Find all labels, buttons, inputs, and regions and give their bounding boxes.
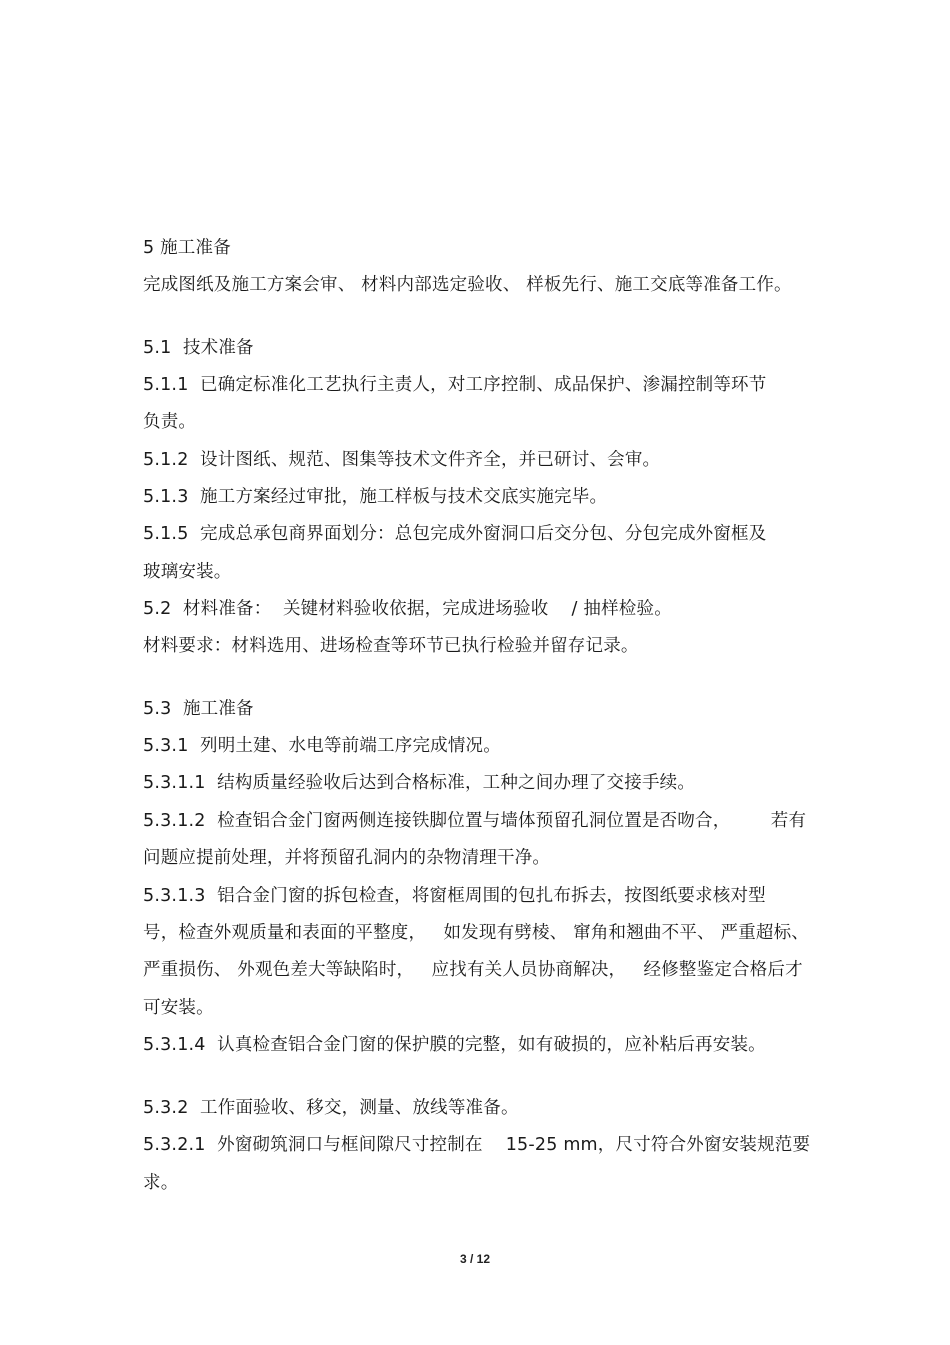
- paragraph-line: 完成图纸及施工方案会审、 材料内部选定验收、 样板先行、施工交底等准备工作。: [143, 275, 792, 295]
- section-heading-5-2: 5.2 材料准备： 关键材料验收依据，完成进场验收 / 抽样检验。: [143, 599, 672, 619]
- paragraph-line: 5.1.1 已确定标准化工艺执行主责人，对工序控制、成品保护、渗漏控制等环节: [143, 375, 767, 395]
- section-heading-5-3: 5.3 施工准备: [143, 699, 254, 719]
- section-heading-5-1: 5.1 技术准备: [143, 338, 254, 358]
- paragraph-line: 5.3.1.4 认真检查铝合金门窗的保护膜的完整，如有破损的，应补粘后再安装。: [143, 1035, 766, 1055]
- paragraph-line: 号，检查外观质量和表面的平整度， 如发现有劈棱、 窜角和翘曲不平、 严重超标、: [143, 923, 810, 943]
- paragraph-line: 5.1.5 完成总承包商界面划分：总包完成外窗洞口后交分包、分包完成外窗框及: [143, 524, 767, 544]
- paragraph-line: 5.3.1.3 铝合金门窗的拆包检查，将窗框周围的包扎布拆去，按图纸要求核对型: [143, 886, 766, 906]
- subsection-heading-5-3-2: 5.3.2 工作面验收、移交，测量、放线等准备。: [143, 1098, 519, 1118]
- paragraph-line: 材料要求：材料选用、进场检查等环节已执行检验并留存记录。: [143, 636, 639, 656]
- paragraph-line: 严重损伤、 外观色差大等缺陷时， 应找有关人员协商解决， 经修整鉴定合格后才: [143, 960, 803, 980]
- paragraph-line: 求。: [143, 1173, 179, 1193]
- paragraph-line: 5.1.3 施工方案经过审批，施工样板与技术交底实施完毕。: [143, 487, 608, 507]
- paragraph-line: 玻璃安装。: [143, 562, 232, 582]
- paragraph-line: 5.1.2 设计图纸、规范、图集等技术文件齐全，并已研讨、会审。: [143, 450, 661, 470]
- paragraph-line: 问题应提前处理，并将预留孔洞内的杂物清理干净。: [143, 848, 551, 868]
- paragraph-line: 可安装。: [143, 998, 214, 1018]
- page-number: 3 / 12: [459, 1252, 491, 1266]
- paragraph-line: 5.3.1 列明土建、水电等前端工序完成情况。: [143, 736, 501, 756]
- paragraph-line: 5.3.1.1 结构质量经验收后达到合格标准，工种之间办理了交接手续。: [143, 773, 696, 793]
- section-heading-5: 5 施工准备: [143, 238, 231, 258]
- paragraph-line: 5.3.2.1 外窗砌筑洞口与框间隙尺寸控制在 15-25 mm，尺寸符合外窗安装规范要: [143, 1135, 811, 1155]
- paragraph-line: 5.3.1.2 检查铝合金门窗两侧连接铁脚位置与墙体预留孔洞位置是否吻合， 若有: [143, 811, 807, 831]
- paragraph-line: 负责。: [143, 412, 197, 432]
